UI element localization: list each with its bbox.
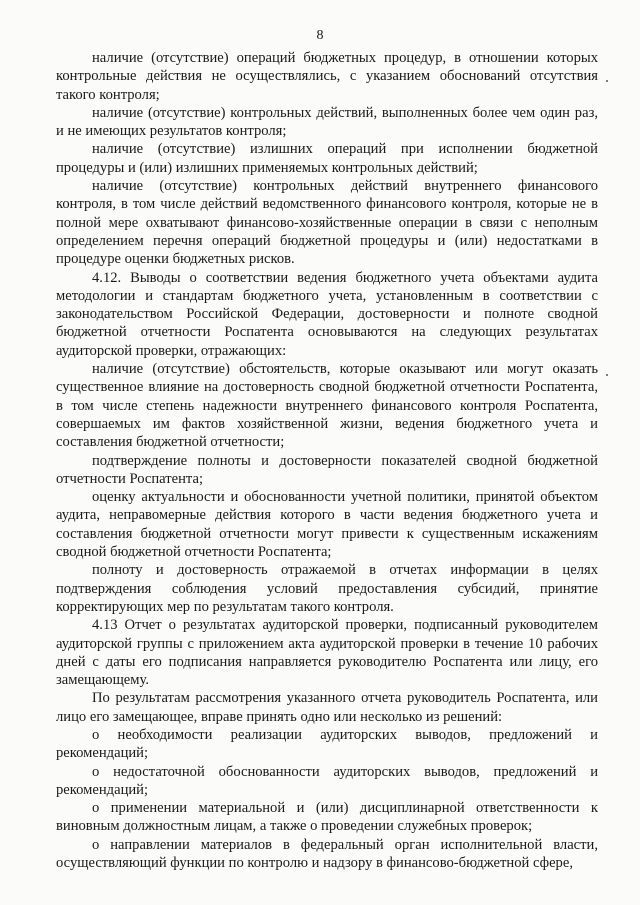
paragraph-material-circumstances: наличие (отсутствие) обстоятельств, которые оказывают или могут оказать существенное влияние на достоверность сводной бюджетной отчетности Роспатента, в том числе степень надежности внутреннего финансового контроля Роспатента, совершаемых им фактов хозяйственной жизни, ведения бюджетного учета и составления бюджетной отчетности; xyxy=(56,361,598,451)
paragraph-accounting-policy-assessment: оценку актуальности и обоснованности учетной политики, принятой объектом аудита, неправомерные действия которого в части ведения бюджетного учета и составления бюджетной отчетности могут привести к существенным искажениям сводной бюджетной отчетности Роспатента; xyxy=(56,489,598,561)
paragraph-operations-without-control: наличие (отсутствие) операций бюджетных процедур, в отношении которых контрольные действия не осуществлялись, с указанием обоснований отсутствия такого контроля; xyxy=(56,50,598,103)
paragraph-section-4-12: 4.12. Выводы о соответствии ведения бюджетного учета объектами аудита методологии и стандартам бюджетного учета, установленным в соответствии с законодательством Российской Федерации, достоверности и полноте сводной бюджетной отчетности Роспатента основываются на следующих результатах аудиторской проверки, отражающих: xyxy=(56,269,598,359)
paragraph-decision-liability: о применении материальной и (или) дисциплинарной ответственности к виновным должностным лицам, а также о проведении служебных проверок; xyxy=(56,800,598,835)
document-body xyxy=(56,49,598,872)
page-number: 8 xyxy=(316,28,324,43)
paragraph-excess-operations: наличие (отсутствие) излишних операций при исполнении бюджетной процедуры и (или) излишних применяемых контрольных действий; xyxy=(56,141,598,176)
paragraph-decision-insufficient: о недостаточной обоснованности аудиторских выводов, предложений и рекомендаций; xyxy=(56,763,598,798)
scan-artifact xyxy=(606,374,608,376)
paragraph-subsidy-information: полноту и достоверность отражаемой в отчетах информации в целях подтверждения соблюдения условий предоставления субсидий, принятие корректирующих мер по результатам такого контроля. xyxy=(56,562,598,615)
paragraph-confirmation-completeness: подтверждение полноты и достоверности показателей сводной бюджетной отчетности Роспатента; xyxy=(56,452,598,487)
paragraph-decision-intro: По результатам рассмотрения указанного отчета руководитель Роспатента, или лицо его замещающее, вправе принять одно или несколько из решений: xyxy=(56,690,598,725)
scan-artifact xyxy=(606,80,608,82)
paragraph-decision-implementation: о необходимости реализации аудиторских выводов, предложений и рекомендаций; xyxy=(56,726,598,762)
paragraph-decision-referral: о направлении материалов в федеральный орган исполнительной власти, осуществляющий функции по контролю и надзору в финансово-бюджетной сфере, xyxy=(56,836,598,872)
paragraph-repeated-control-actions: наличие (отсутствие) контрольных действий, выполненных более чем один раз, и не имеющих результатов контроля; xyxy=(56,104,598,140)
paragraph-section-4-13: 4.13 Отчет о результатах аудиторской проверки, подписанный руководителем аудиторской группы с приложением акта аудиторской проверки в течение 10 рабочих дней с даты его подписания направляется руководителю Роспатента или лицу, его замещающему. xyxy=(56,617,598,689)
paragraph-incomplete-coverage: наличие (отсутствие) контрольных действий внутреннего финансового контроля, в том числе действий ведомственного финансового контроля, которые не в полной мере охватывают финансово-хозяйственные операции в связи с неполным определением перечня операций бюджетной процедуры и (или) недостатками в процедуре оценки бюджетных рисков. xyxy=(56,178,598,268)
